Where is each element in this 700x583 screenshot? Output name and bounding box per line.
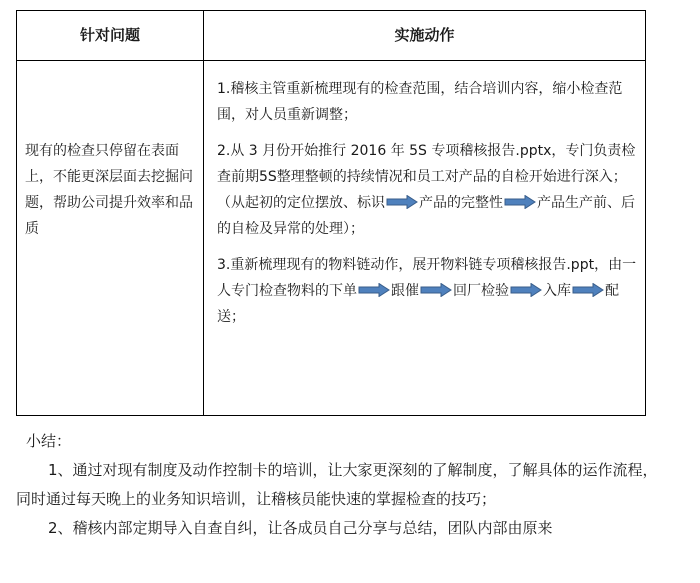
summary-label: 小结：	[26, 432, 72, 450]
right-arrow-icon	[358, 283, 390, 297]
action-item-2	[217, 138, 637, 242]
action-item-3-part-c: 回厂检验	[453, 283, 509, 299]
right-arrow-icon	[510, 283, 542, 297]
right-arrow-icon	[572, 283, 604, 297]
right-arrow-icon	[386, 195, 418, 209]
action-item-3-part-b: 跟催	[391, 283, 419, 299]
action-item-3-part-a: 3.重新梳理现有的物料链动作，展开物料链专项稽核报告.ppt，由一人专门检查物料的下单	[217, 257, 637, 299]
action-item-1: 1.稽核主管重新梳理现有的检查范围，结合培训内容，缩小检查范围，对人员重新调整；	[217, 81, 623, 123]
action-text	[217, 76, 637, 340]
summary-paragraph-1: 1、通过对现有制度及动作控制卡的培训，让大家更深刻的了解制度，了解具体的运作流程，同时通过每天晚上的业务知识培训，让稽核员能快速的掌握检查的技巧；	[16, 461, 658, 508]
action-item-2-part-a: 2.从 3 月份开始推行 2016 年 5S 专项稽核报告.pptx，专门负责检查前期5S整理整顿的持续情况和员工对产品的自检开始进行深入；（从起初的定位摆放、标识	[217, 143, 636, 211]
action-item-2-part-b: 产品的完整性	[419, 195, 503, 211]
problem-action-table	[16, 10, 646, 416]
right-arrow-icon	[420, 283, 452, 297]
action-item-3-part-d: 入库	[543, 283, 571, 299]
summary-paragraph-2: 2、稽核内部定期导入自查自纠，让各成员自己分享与总结，团队内部由原来	[48, 519, 553, 537]
problem-text: 现有的检查只停留在表面上，不能更深层面去挖掘问题，帮助公司提升效率和品质	[25, 143, 193, 237]
action-item-3	[217, 252, 637, 330]
column-divider	[203, 11, 204, 415]
action-item-3-part-e: 配送；	[217, 283, 619, 325]
right-arrow-icon	[504, 195, 536, 209]
header-action: 实施动作	[394, 26, 455, 44]
action-item-2-part-c: 产品生产前、后的自检及异常的处理）；	[217, 195, 635, 237]
summary-section	[16, 427, 666, 543]
header-problem: 针对问题	[79, 26, 140, 44]
